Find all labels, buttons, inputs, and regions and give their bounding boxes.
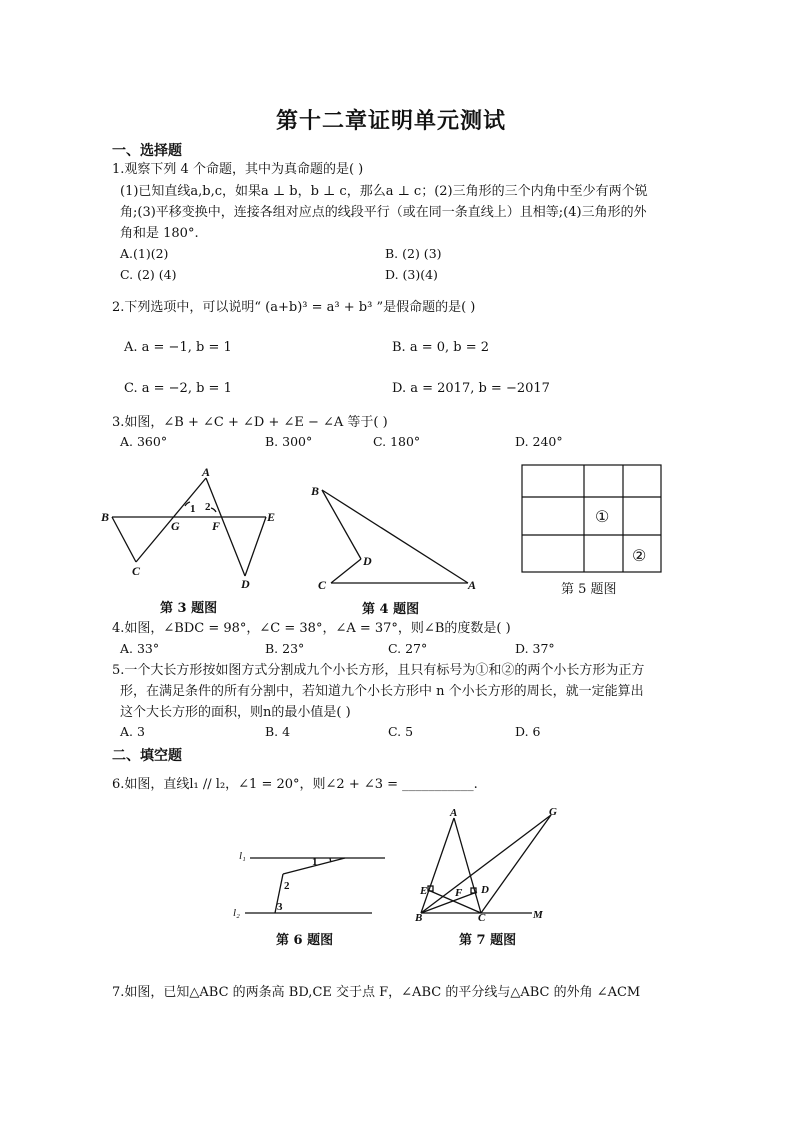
f4-label-d: D bbox=[363, 554, 372, 568]
q4-option-b: B. 23° bbox=[265, 641, 305, 656]
q4-option-a: A. 33° bbox=[120, 641, 160, 656]
q2-stem: 2.下列选项中，可以说明“ (a+b)³ = a³ + b³ ”是假命题的是( ) bbox=[112, 300, 476, 315]
f6-label-l1: l₁ bbox=[239, 850, 246, 862]
f6-angle-3: 3 bbox=[277, 901, 283, 913]
f3-label-e: E bbox=[267, 510, 276, 524]
f3-label-b: B bbox=[101, 510, 110, 524]
f7-label-b: B bbox=[415, 912, 423, 924]
q6-stem: 6.如图，直线l₁ // l₂，∠1 = 20°，则∠2 + ∠3 = ___________. bbox=[112, 777, 478, 792]
f3-label-d: D bbox=[241, 577, 250, 590]
f5-square-2: ② bbox=[632, 548, 647, 565]
q2-option-c: C. a = −2, b = 1 bbox=[124, 381, 232, 396]
q1-line1: (1)已知直线a,b,c，如果a ⊥ b，b ⊥ c，那么a ⊥ c；(2)三角形的三个内角中至少有两个锐 bbox=[120, 184, 648, 199]
q5-option-a: A. 3 bbox=[120, 724, 145, 739]
f7-label-g: G bbox=[549, 806, 557, 818]
f4-label-c: C bbox=[318, 578, 327, 592]
f6-label-l2: l₂ bbox=[233, 907, 240, 919]
q1-option-c: C. (2) (4) bbox=[120, 267, 177, 282]
f7-label-a: A bbox=[450, 807, 458, 819]
page-title: 第十二章证明单元测试 bbox=[276, 108, 507, 134]
q5-option-b: B. 4 bbox=[265, 724, 291, 739]
q1-line3: 角和是 180°. bbox=[120, 226, 199, 241]
q3-option-a: A. 360° bbox=[120, 434, 168, 449]
f3-label-g: G bbox=[171, 519, 180, 533]
q4-option-c: C. 27° bbox=[388, 641, 428, 656]
caption-fig6: 第 6 题图 bbox=[276, 933, 334, 948]
q1-option-d: D. (3)(4) bbox=[385, 267, 438, 282]
q5-line3: 这个大长方形的面积，则n的最小值是( ) bbox=[120, 705, 351, 720]
q7-stem: 7.如图，已知△ABC 的两条高 BD,CE 交于点 F，∠ABC 的平分线与△ABC 的外角 ∠ACM bbox=[112, 985, 641, 1000]
f3-label-a: A bbox=[202, 465, 211, 479]
q1-line2: 角;(3)平移变换中，连接各组对应点的线段平行（或在同一条直线上）且相等;(4)三角形的外 bbox=[120, 205, 647, 220]
figure-q6 bbox=[226, 840, 388, 922]
q5-option-c: C. 5 bbox=[388, 724, 414, 739]
f7-label-d: D bbox=[481, 884, 489, 896]
q1-option-b: B. (2) (3) bbox=[385, 246, 442, 261]
section-heading-fill: 二、填空题 bbox=[112, 748, 182, 764]
q5-line1: 5.一个大长方形按如图方式分割成九个小长方形，且只有标号为①和②的两个小长方形为正方 bbox=[112, 663, 645, 678]
f3-label-c: C bbox=[132, 564, 141, 578]
f6-angle-1: 1 bbox=[312, 856, 318, 868]
q3-option-c: C. 180° bbox=[373, 434, 421, 449]
q1-option-a: A.(1)(2) bbox=[120, 246, 169, 261]
f3-angle-2: 2 bbox=[205, 501, 211, 513]
section-heading-choice: 一、选择题 bbox=[112, 143, 182, 159]
caption-fig7: 第 7 题图 bbox=[459, 933, 517, 948]
f3-label-f: F bbox=[212, 519, 221, 533]
figure-q4 bbox=[306, 476, 482, 592]
f7-label-m: M bbox=[533, 909, 543, 921]
q2-option-a: A. a = −1, b = 1 bbox=[124, 340, 232, 355]
caption-fig3: 第 3 题图 bbox=[160, 601, 218, 616]
f4-label-b: B bbox=[311, 484, 320, 498]
figure-q3 bbox=[96, 462, 296, 590]
caption-fig5: 第 5 题图 bbox=[561, 582, 617, 597]
q5-line2: 形，在满足条件的所有分割中，若知道九个小长方形中 n 个小长方形的周长，就一定能算出 bbox=[120, 684, 644, 699]
q3-option-d: D. 240° bbox=[515, 434, 563, 449]
f7-label-f: F bbox=[455, 887, 463, 899]
q3-option-b: B. 300° bbox=[265, 434, 313, 449]
f4-label-a: A bbox=[468, 578, 477, 592]
figure-q5 bbox=[520, 462, 664, 574]
q4-stem: 4.如图，∠BDC = 98°，∠C = 38°，∠A = 37°，则∠B的度数是( ) bbox=[112, 621, 511, 636]
f7-label-e: E bbox=[420, 885, 428, 897]
f5-square-1: ① bbox=[595, 509, 610, 526]
f6-angle-2: 2 bbox=[284, 880, 290, 892]
q3-stem: 3.如图，∠B + ∠C + ∠D + ∠E − ∠A 等于( ) bbox=[112, 415, 388, 430]
q2-option-d: D. a = 2017, b = −2017 bbox=[392, 381, 550, 396]
caption-fig4: 第 4 题图 bbox=[362, 602, 420, 617]
figure-q7 bbox=[410, 800, 572, 924]
q2-option-b: B. a = 0, b = 2 bbox=[392, 340, 490, 355]
f7-label-c: C bbox=[478, 912, 486, 924]
q5-option-d: D. 6 bbox=[515, 724, 541, 739]
f3-angle-1: 1 bbox=[190, 503, 196, 515]
q1-stem: 1.观察下列 4 个命题，其中为真命题的是( ) bbox=[112, 162, 364, 177]
q4-option-d: D. 37° bbox=[515, 641, 555, 656]
